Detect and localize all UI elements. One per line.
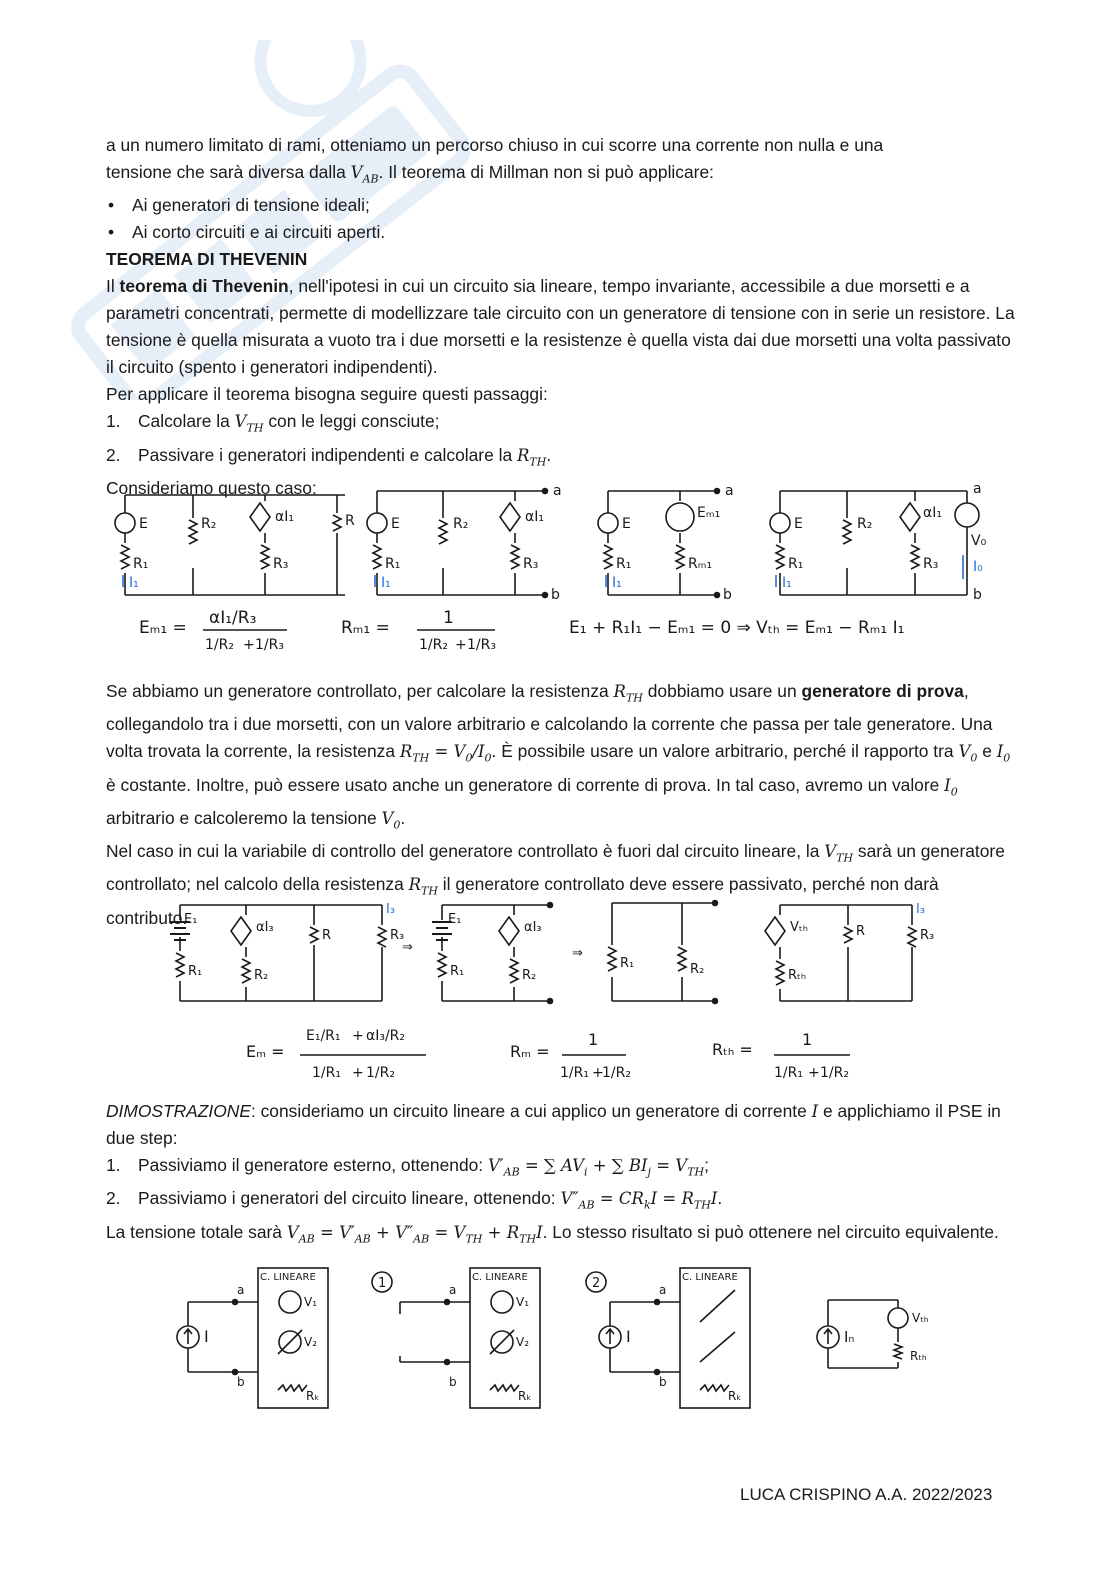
- label-I0: I₀: [973, 559, 983, 575]
- list-item: 1. Passiviamo il generatore esterno, ottenendo: $V'_{AB}$ = ∑ $AV_i$ + ∑ $BI_j = V_{TH}$;: [106, 1155, 709, 1179]
- steps-intro: Per applicare il teorema bisogna seguire questi passaggi:: [106, 384, 548, 405]
- svg-text:+: +: [352, 1065, 364, 1081]
- circuit-d: [765, 902, 934, 1001]
- label-V0: V₀: [971, 533, 987, 549]
- svg-text:I₁: I₁: [381, 575, 391, 591]
- circuit-open-terminals: [367, 483, 562, 603]
- figure-thevenin-example: [105, 483, 1005, 673]
- list-item: 1. Calcolare la $V_{TH}$ con le leggi consciute;: [106, 411, 440, 435]
- svg-text:b: b: [659, 1375, 667, 1389]
- svg-text:Rₜₕ: Rₜₕ: [910, 1349, 927, 1363]
- svg-text:b: b: [973, 587, 982, 603]
- svg-text:b: b: [449, 1375, 457, 1389]
- svg-text:+: +: [455, 637, 467, 653]
- svg-text:Vₜₕ: Vₜₕ: [790, 920, 808, 935]
- svg-text:+: +: [243, 637, 255, 653]
- figure-superposition: [160, 1262, 960, 1412]
- svg-text:E₁: E₁: [448, 912, 462, 927]
- svg-text:1/R₂: 1/R₂: [419, 637, 448, 653]
- svg-text:a: a: [973, 483, 982, 497]
- svg-text:Rₜₕ: Rₜₕ: [788, 968, 807, 983]
- svg-text:I₃: I₃: [916, 902, 926, 917]
- label-dep-source: αI₁: [275, 509, 294, 525]
- circuit-norton-equivalent: [598, 483, 734, 603]
- demo-steps: [106, 1152, 1016, 1219]
- svg-text:1/R₂: 1/R₂: [205, 637, 234, 653]
- list-item: • Ai corto circuiti e ai circuiti aperti.: [106, 219, 1016, 246]
- terminal-b: b: [551, 587, 560, 603]
- svg-text:R₃: R₃: [390, 928, 405, 943]
- test-generator-section: [106, 678, 1016, 932]
- svg-text:E₁/R₁: E₁/R₁: [306, 1028, 341, 1044]
- svg-text:a: a: [659, 1283, 667, 1297]
- circuit-a: [170, 902, 413, 1001]
- svg-text:R₁: R₁: [450, 964, 465, 979]
- millman-exceptions-list: [106, 192, 1016, 246]
- circuit-step1: [372, 1268, 540, 1408]
- svg-text:V₂: V₂: [516, 1335, 530, 1349]
- svg-text:Vₜₕ: Vₜₕ: [912, 1311, 929, 1325]
- svg-text:1: 1: [378, 1276, 387, 1291]
- svg-text:R₁: R₁: [788, 556, 804, 572]
- svg-text:I₁: I₁: [782, 575, 792, 591]
- svg-text:+: +: [592, 1065, 604, 1081]
- svg-text:1/R₁: 1/R₁: [774, 1065, 803, 1081]
- svg-text:I₃: I₃: [386, 902, 396, 917]
- svg-text:V₂: V₂: [304, 1335, 318, 1349]
- svg-text:1/R₂: 1/R₂: [366, 1065, 395, 1081]
- svg-text:a: a: [237, 1283, 245, 1297]
- svg-text:R: R: [322, 928, 332, 943]
- svg-text:R₂: R₂: [522, 968, 537, 983]
- svg-text:1/R₂: 1/R₂: [820, 1065, 849, 1081]
- case-intro: Consideriamo questo caso:: [106, 477, 317, 498]
- external-control-paragraph: Nel caso in cui la variabile di controllo del generatore controllato è fuori dal circuito lineare, la $V_{TH}$ sarà un generatore controllato; nel calcolo della resistenza $R_{TH}$ il generatore controllato deve essere passivato, perché non darà contributo.: [106, 841, 1005, 928]
- svg-text:a: a: [725, 483, 734, 499]
- thevenin-steps: [106, 408, 1016, 475]
- svg-text:⇒: ⇒: [572, 946, 583, 961]
- section-heading: TEOREMA DI THEVENIN: [106, 249, 308, 270]
- svg-text:R: R: [856, 924, 866, 939]
- svg-text:+: +: [808, 1065, 820, 1081]
- svg-text:1/R₃: 1/R₃: [255, 637, 284, 653]
- svg-text:1/R₃: 1/R₃: [467, 637, 496, 653]
- svg-text:R₁: R₁: [620, 956, 635, 971]
- svg-text:+: +: [352, 1028, 364, 1044]
- svg-text:1/R₁: 1/R₁: [312, 1065, 341, 1081]
- svg-text:a: a: [449, 1283, 457, 1297]
- svg-text:1/R₂: 1/R₂: [602, 1065, 631, 1081]
- svg-text:αI₃: αI₃: [524, 920, 542, 935]
- circuit-original: [115, 495, 355, 595]
- circuit-equivalent: [817, 1300, 929, 1368]
- svg-text:R₂: R₂: [254, 968, 269, 983]
- svg-text:Iₙ: Iₙ: [844, 1328, 855, 1346]
- fig2-formulas: [246, 1028, 850, 1081]
- list-item: 2. Passivare i generatori indipendenti e calcolare la $R_{TH}$.: [106, 444, 552, 468]
- demo-intro: DIMOSTRAZIONE: consideriamo un circuito lineare a cui applico un generatore di corrente I e applichiamo il PSE in due step:: [106, 1101, 1001, 1148]
- page-footer: LUCA CRISPINO A.A. 2022/2023: [740, 1485, 993, 1504]
- svg-text:Rₖ: Rₖ: [518, 1389, 532, 1403]
- circuit-full: [177, 1268, 328, 1408]
- svg-text:Eₘ₁ =: Eₘ₁ =: [139, 618, 187, 638]
- figure-external-control: [160, 895, 960, 1095]
- svg-text:E: E: [622, 516, 631, 532]
- list-item: • Ai generatori di tensione ideali;: [106, 192, 1016, 219]
- label-Em1: Eₘ₁: [697, 505, 721, 521]
- svg-text:Eₘ =: Eₘ =: [246, 1042, 285, 1061]
- svg-text:b: b: [723, 587, 732, 603]
- svg-text:R₃: R₃: [923, 556, 939, 572]
- svg-text:1: 1: [802, 1030, 813, 1049]
- list-item: 2. Passiviamo i generatori del circuito lineare, ottenendo: $V''_{AB} = CR_kI = R_{TH}I$.: [106, 1188, 723, 1212]
- svg-text:R₂: R₂: [690, 962, 705, 977]
- svg-text:2: 2: [592, 1276, 601, 1291]
- svg-text:αI₃: αI₃: [256, 920, 274, 935]
- svg-text:R₃: R₃: [920, 928, 935, 943]
- svg-text:R₁: R₁: [188, 964, 203, 979]
- svg-text:I₁: I₁: [612, 575, 622, 591]
- svg-text:Rₖ: Rₖ: [306, 1389, 320, 1403]
- label-R3: R₃: [273, 556, 289, 572]
- svg-text:C. LINEARE: C. LINEARE: [260, 1272, 316, 1283]
- svg-text:αI₁/R₃: αI₁/R₃: [209, 608, 257, 628]
- circuit-step2: [586, 1268, 750, 1408]
- svg-text:αI₁: αI₁: [525, 509, 544, 525]
- demonstration-section: [106, 1098, 1016, 1252]
- test-generator-paragraph: Se abbiamo un generatore controllato, per calcolare la resistenza $R_{TH}$ dobbiamo usare un generatore di prova, collegandolo tra i due morsetti, con un valore arbitrario e calcolando la corrente che passa per tale generatore. Una volta trovata la corrente, la resistenza $R_{TH} = V_0/I_0$. È possibile usare un valore arbitrario, perché il rapporto tra $V_0$ e $I_0$ è costante. Inoltre, può essere usato anche un generatore di corrente di prova. In tal caso, avremo un valore $I_0$ arbitrario e calcoleremo la tensione $V_0$.: [106, 681, 1011, 832]
- svg-text:1: 1: [588, 1030, 599, 1049]
- svg-text:E₁ + R₁I₁ − Eₘ₁ = 0 ⇒ Vₜₕ =: E₁ + R₁I₁ − Eₘ₁ = 0 ⇒ Vₜₕ = Eₘ₁ − Rₘ₁ I₁: [569, 618, 905, 638]
- svg-text:R₁: R₁: [385, 556, 401, 572]
- svg-text:⇒: ⇒: [402, 940, 413, 955]
- svg-text:Rₘ₁ =: Rₘ₁ =: [341, 618, 390, 638]
- fig1-formulas: [139, 608, 904, 653]
- svg-text:I: I: [626, 1327, 631, 1346]
- svg-text:b: b: [237, 1375, 245, 1389]
- label-R: R: [345, 513, 355, 529]
- demo-total: La tensione totale sarà $V_{AB} = V'_{AB} + V''_{AB} = V_{TH} + R_{TH}I$. Lo stesso risultato si può ottenere nel circuito equivalente.: [106, 1221, 999, 1245]
- svg-text:1: 1: [443, 608, 454, 628]
- circuit-c: [608, 901, 718, 1004]
- svg-text:E: E: [391, 516, 400, 532]
- label-I1: I₁: [129, 575, 139, 591]
- svg-text:1/R₁: 1/R₁: [560, 1065, 589, 1081]
- svg-text:αI₃/R₂: αI₃/R₂: [366, 1028, 406, 1044]
- svg-text:V₁: V₁: [516, 1295, 530, 1309]
- svg-text:Rₜₕ =: Rₜₕ =: [712, 1040, 753, 1059]
- circuit-b: [432, 903, 583, 1004]
- svg-text:αI₁: αI₁: [923, 505, 942, 521]
- intro-line1: a un numero limitato di rami, otteniamo un percorso chiuso in cui scorre una corrente non nulla e una: [106, 135, 884, 155]
- circuit-test-generator: [770, 483, 987, 603]
- svg-text:E₁: E₁: [184, 912, 198, 927]
- label-R1: R₁: [133, 556, 149, 572]
- svg-text:V₁: V₁: [304, 1295, 318, 1309]
- svg-text:E: E: [794, 516, 803, 532]
- label-Rm1: Rₘ₁: [688, 556, 713, 572]
- svg-text:C. LINEARE: C. LINEARE: [682, 1272, 738, 1283]
- label-R2: R₂: [201, 516, 217, 532]
- svg-text:R₂: R₂: [453, 516, 469, 532]
- svg-text:Rₖ: Rₖ: [728, 1389, 742, 1403]
- terminal-a: a: [553, 483, 562, 499]
- svg-text:R₂: R₂: [857, 516, 873, 532]
- intro-section: [106, 132, 1016, 502]
- svg-text:C. LINEARE: C. LINEARE: [472, 1272, 528, 1283]
- label-E: E: [139, 516, 148, 532]
- thevenin-definition: Il teorema di Thevenin, nell'ipotesi in cui un circuito sia lineare, tempo invariante, accessibile a due morsetti e a parametri concentrati, permette di modellizzare tale circuito con un generatore di tensione con in serie un resistore. La tensione è quella misurata a vuoto tra i due morsetti e la resistenze è quella vista dai due morsetti una volta passivato il circuito (spento i generatori indipendenti).: [106, 276, 1015, 378]
- svg-text:R₁: R₁: [616, 556, 632, 572]
- intro-line2: tensione che sarà diversa dalla $V_{AB}$. Il teorema di Millman non si può applicare:: [106, 162, 714, 186]
- svg-text:Rₘ =: Rₘ =: [510, 1042, 550, 1061]
- svg-text:I: I: [204, 1327, 209, 1346]
- svg-text:R₃: R₃: [523, 556, 539, 572]
